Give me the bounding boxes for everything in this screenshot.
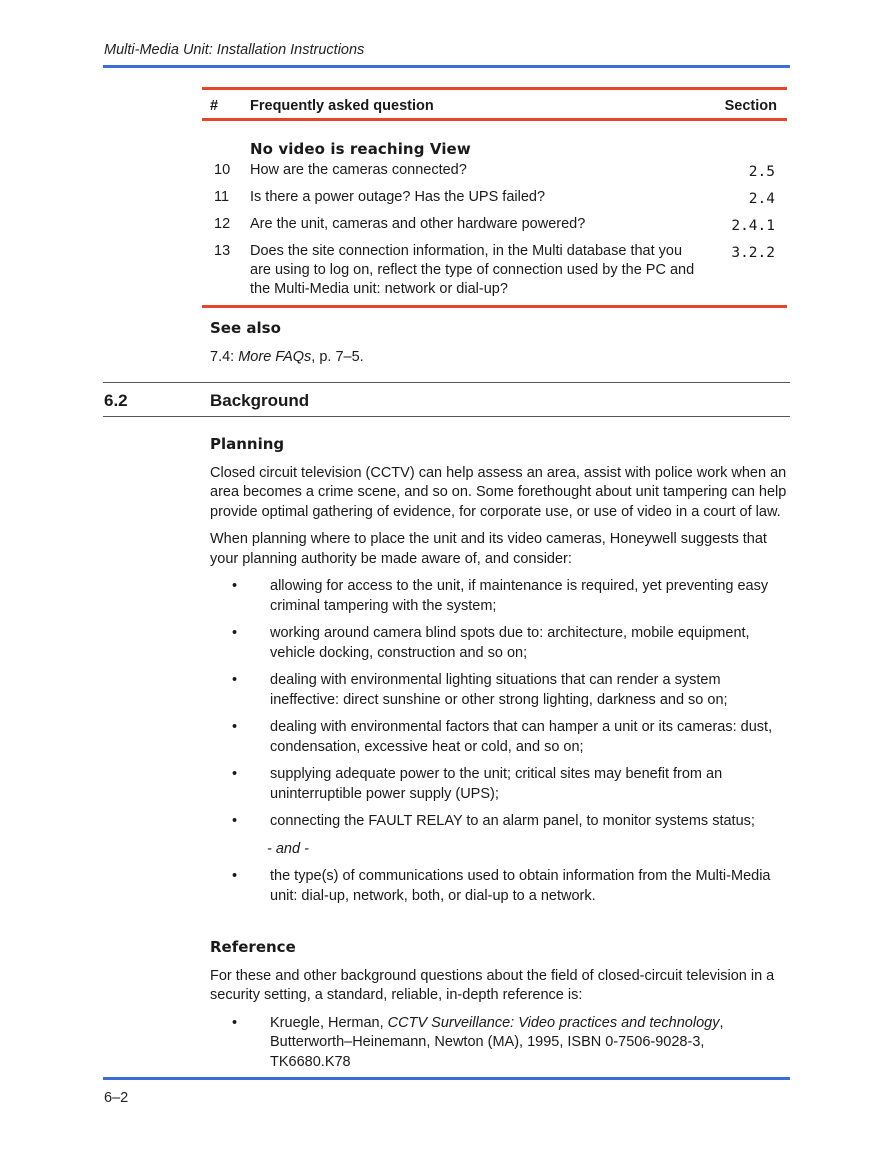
see-also-ref-prefix: 7.4: [210,348,239,365]
faq-group-title: No video is reaching View [250,140,471,158]
table-row [202,242,787,299]
bullet-text: dealing with environmental lighting situations that can render a system ineffective: direct sunshine or other strong lighting, darkness and so on; [270,672,728,708]
book-title: CCTV Surveillance: Video practices and technology [387,1014,720,1031]
bullet-text: allowing for access to the unit, if maintenance is required, yet preventing easy criminal tampering with the system; [270,578,769,614]
bullet-glyph: • [232,1014,238,1031]
bullet-glyph: • [232,578,238,594]
row-question: Does the site connection information, in the Multi database that you are using to log on, reflect the type of connection used by the PC and the Multi-Media unit: network or dial-up? [250,243,695,297]
list-item [210,1014,788,1073]
list-item [210,812,788,832]
see-also-link[interactable]: More FAQs [238,348,312,365]
row-num: 13 [214,243,231,259]
page-number: 6–2 [104,1090,129,1106]
section-heading [103,382,790,417]
and-separator: - and - [267,840,309,857]
planning-paragraph-1: Closed circuit television (CCTV) can help assess an area, assist with police work when an area becomes a crime scene, and so on. Some forethought about unit tampering can help provide optimal gathering of evidence, for corporate use, or use of video in a court of law. [210,464,787,520]
bullet-text: the type(s) of communications used to obtain information from the Multi-Media unit: dial-up, network, both, or dial-up to a network. [270,868,771,904]
bullet-text: working around camera blind spots due to: architecture, mobile equipment, vehicle docking, construction and so on; [270,625,750,661]
header-section: Section [724,98,777,114]
table-header-rule [202,118,787,121]
row-question: How are the cameras connected? [250,162,467,178]
section-title: Background [210,391,310,410]
row-section: 3.2.2 [731,245,775,261]
row-section: 2.4 [748,191,775,207]
bullet-glyph: • [232,868,238,884]
see-also-block [210,319,788,367]
table-row [202,215,787,234]
reference-block [210,938,788,1080]
see-also-title: See also [210,319,281,337]
planning-block [210,435,788,914]
header-rule [103,65,790,68]
list-item [210,867,788,906]
bullet-text: supplying adequate power to the unit; critical sites may benefit from an uninterruptible power supply (UPS); [270,766,723,802]
reference-title: Reference [210,938,296,956]
bullet-glyph: • [232,766,238,782]
planning-bullet-list-last [210,867,788,906]
book-author: Kruegle, Herman, [270,1014,388,1031]
planning-bullet-list [210,577,788,832]
row-num: 11 [214,189,230,205]
bullet-glyph: • [232,625,238,641]
row-section: 2.5 [748,164,775,180]
list-item [210,624,788,663]
row-num: 12 [214,216,231,232]
row-question: Are the unit, cameras and other hardware powered? [250,216,586,232]
reference-paragraph: For these and other background questions about the field of closed-circuit television in a security setting, a standard, reliable, in-depth reference is: [210,967,775,1003]
bullet-text: connecting the FAULT RELAY to an alarm panel, to monitor systems status; [270,813,755,829]
list-item [210,577,788,616]
bullet-text: dealing with environmental factors that can hamper a unit or its cameras: dust, condensation, excessive heat or cold, and so on; [270,719,773,755]
see-also-ref-suffix: , p. 7–5. [311,348,364,365]
see-also-reference [210,348,788,368]
footer-rule [103,1077,790,1080]
planning-paragraph-2: When planning where to place the unit and its video cameras, Honeywell suggests that your planning authority be made aware of, and consider: [210,531,767,567]
bullet-glyph: • [232,672,238,688]
list-item [210,718,788,757]
list-item [210,765,788,804]
header-num: # [210,98,219,114]
table-bottom-rule [202,305,787,308]
reference-list [210,1014,788,1073]
row-num: 10 [214,162,231,178]
table-row [202,161,787,180]
table-row [202,188,787,207]
running-header: Multi-Media Unit: Installation Instructions [104,42,365,58]
bullet-glyph: • [232,719,238,735]
row-question: Is there a power outage? Has the UPS failed? [250,189,546,205]
planning-title: Planning [210,435,285,453]
list-item [210,671,788,710]
faq-table [202,87,787,308]
section-number: 6.2 [104,391,128,410]
book-details: , Butterworth–Heinemann, Newton (MA), 1995, ISBN 0-7506-9028-3, TK6680.K78 [270,1014,724,1070]
table-header-row [202,90,787,118]
header-question: Frequently asked question [250,98,434,114]
bullet-glyph: • [232,813,238,829]
row-section: 2.4.1 [731,218,775,234]
